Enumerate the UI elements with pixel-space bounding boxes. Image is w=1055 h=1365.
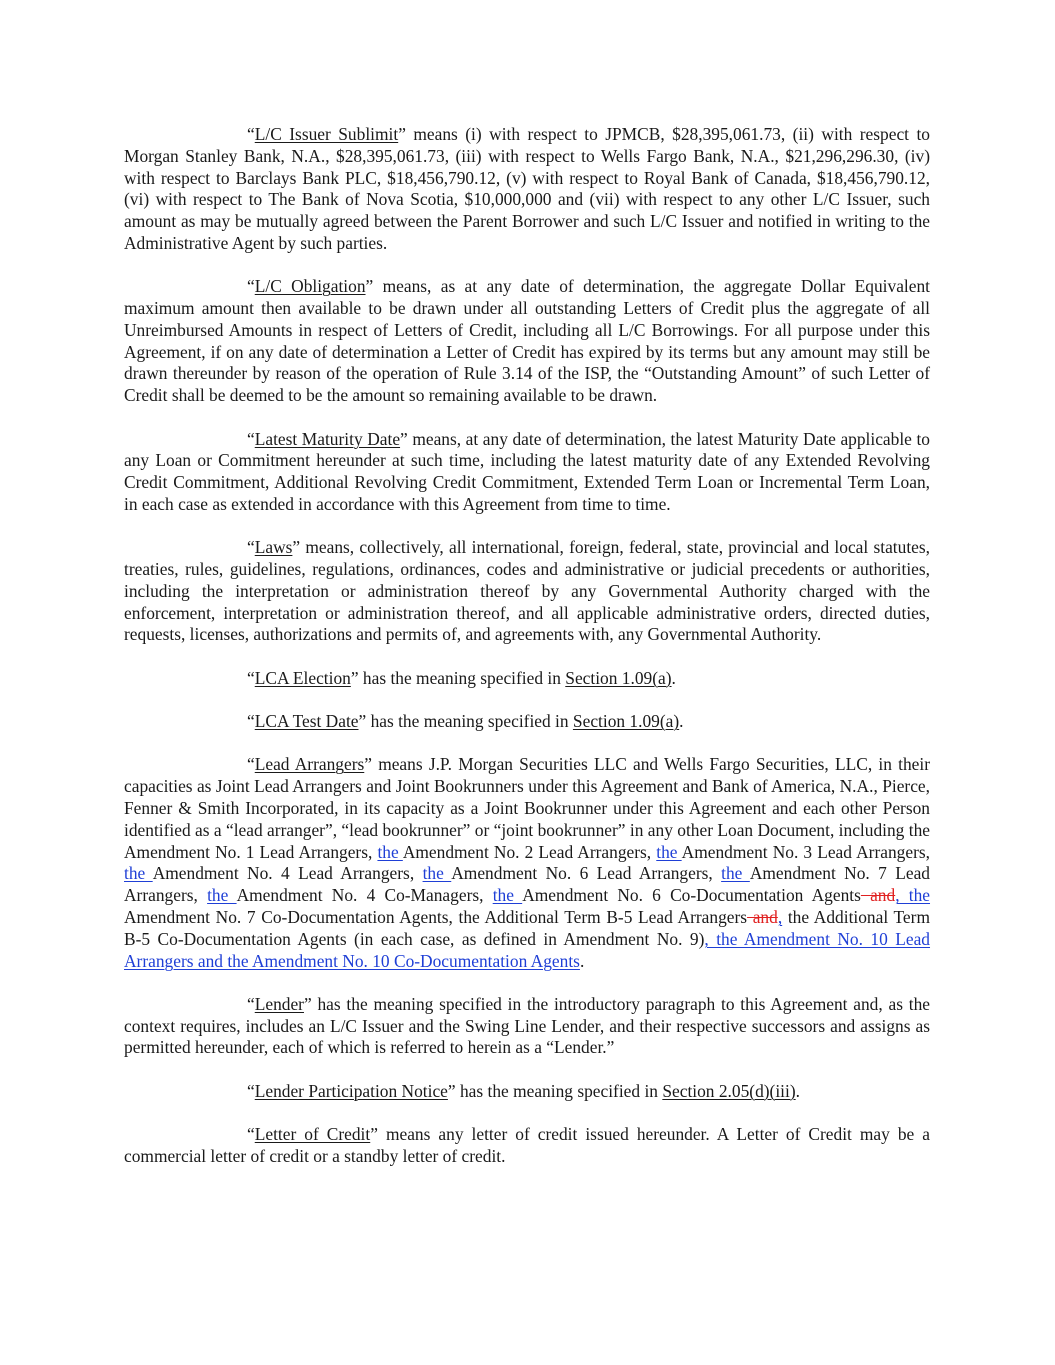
text-segment: Amendment No. 3 Lead Arrangers, bbox=[681, 841, 930, 862]
definition-text: ” means, at any date of determination, the latest Maturity Date applicable to any Loan or Commitment hereunder at such time, including the latest maturity date of any Extended Revolving Credit Commitment, Additional Revolving Credit Commitment, Extended Term Loan or Incremental Term Loan, in each case as extended in accordance with this Agreement from time to time. bbox=[124, 428, 930, 514]
definition-text: ” has the meaning specified in bbox=[447, 1080, 663, 1101]
definition-text: ” has the meaning specified in the introductory paragraph to this Agreement and, as the context requires, includes an L/C Issuer and the Swing Line Lender, and their respective successors and assigns as permitted hereunder, each of which is referred to herein as a “Lender.” bbox=[124, 993, 930, 1058]
defined-term: Lead Arrangers bbox=[254, 754, 365, 775]
definition-lender-participation-notice: “Lender Participation Notice” has the meaning specified in Section 2.05(d)(iii). bbox=[247, 1080, 800, 1101]
definition-text: ” means any letter of credit issued hereunder. A Letter of Credit may be a commercial letter of credit or a standby letter of credit. bbox=[124, 1123, 930, 1166]
defined-term: Letter of Credit bbox=[254, 1123, 371, 1144]
defined-term: Latest Maturity Date bbox=[254, 428, 401, 449]
text-segment: Amendment No. 2 Lead Arrangers, bbox=[402, 841, 657, 862]
definition-text: ” means (i) with respect to JPMCB, $28,395,061.73, (ii) with respect to Morgan Stanley Bank, N.A., $28,395,061.73, (iii) with respect to Wells Fargo Bank, N.A., $21,296,296.30, (iv) with respect to Barclays Bank PLC, $18,456,790.12, (v) with respect to Royal Bank of Canada, $18,456,790.12, (vi) with respect to The Bank of Nova Scotia, $10,000,000 and (vii) with respect to any other L/C Issuer, such amount as may be mutually agreed between the Parent Borrower and such L/C Issuer and notified in writing to the Administrative Agent by such parties. bbox=[124, 124, 931, 253]
definition-text-redline bbox=[124, 754, 930, 970]
inserted-text: the bbox=[422, 863, 452, 884]
definition-end: . bbox=[795, 1080, 800, 1101]
document-page bbox=[124, 124, 930, 1189]
definition-lead-arrangers: “Lead Arrangers” means J.P. Morgan Securities LLC and Wells Fargo Securities, LLC, in their capacities as Joint Lead Arrangers and Joint Bookrunners under this Agreement and Bank of America, N.A., Pierce, Fenner & Smith Incorporated, in its capacity as a Joint Bookrunner under this Agreement and each other Person identified as a “lead arranger”, “lead bookrunner” or “joint bookrunner” in any other Loan Document, including the Amendment No. 1 Lead Arrangers, the Amendment No. 2 Lead Arrangers, the Amendment No. 3 Lead Arrangers, the Amendment No. 4 Lead Arrangers, the Amendment No. 6 Lead Arrangers, the Amendment No. 7 Lead Arrangers, the Amendment No. 4 Co-Managers, the Amendment No. 6 Co-Documentation Agents and, the Amendment No. 7 Co-Documentation Agents, the Additional Term B-5 Lead Arrangers and, the Additional Term B-5 Co-Documentation Agents (in each case, as defined in Amendment No. 9), the Amendment No. 10 Lead Arrangers and the Amendment No. 10 Co-Documentation Agents. bbox=[124, 754, 931, 971]
defined-term: L/C Issuer Sublimit bbox=[254, 124, 399, 144]
definition-end: . bbox=[679, 711, 684, 732]
definition-text: ” means, as at any date of determination, the aggregate Dollar Equivalent maximum amount then available to be drawn under all outstanding Letters of Credit plus the aggregate of all Unreimbursed Amounts in respect of Letters of Credit, including all L/C Borrowings. For all purpose under this Agreement, if on any date of determination a Letter of Credit has expired by its terms but any amount may still be drawn thereunder by reason of the operation of Rule 3.14 of the ISP, the “Outstanding Amount” of such Letter of Credit shall be deemed to be the amount so remaining available to be drawn. bbox=[124, 276, 930, 406]
deleted-text: and bbox=[747, 906, 778, 927]
definition-latest-maturity-date: “Latest Maturity Date” means, at any date of determination, the latest Maturity Date applicable to any Loan or Commitment hereunder at such time, including the latest maturity date of any Extended Revolving Credit Commitment, Additional Revolving Credit Commitment, Extended Term Loan or Incremental Term Loan, in each case as extended in accordance with this Agreement from time to time. bbox=[124, 428, 930, 514]
text-segment: Amendment No. 4 Lead Arrangers, bbox=[152, 863, 423, 884]
definition-lca-election: “LCA Election” has the meaning specified in Section 1.09(a). bbox=[247, 667, 676, 688]
defined-term: Lender Participation Notice bbox=[254, 1080, 448, 1101]
inserted-text: , the bbox=[895, 885, 931, 906]
defined-term: Lender bbox=[254, 993, 304, 1014]
definition-text: ” has the meaning specified in bbox=[358, 711, 573, 732]
definition-lc-obligation: “L/C Obligation” means, as at any date of determination, the aggregate Dollar Equivalent maximum amount then available to be drawn under all outstanding Letters of Credit plus the aggregate of all Unreimbursed Amounts in respect of Letters of Credit, including all L/C Borrowings. For all purpose under this Agreement, if on any date of determination a Letter of Credit has expired by its terms but any amount may still be drawn thereunder by reason of the operation of Rule 3.14 of the ISP, the “Outstanding Amount” of such Letter of Credit shall be deemed to be the amount so remaining available to be drawn. bbox=[124, 276, 930, 406]
text-segment: Amendment No. 7 Lead Arrangers, bbox=[124, 863, 930, 906]
inserted-text: the bbox=[377, 841, 403, 862]
section-reference: Section 1.09(a) bbox=[565, 667, 672, 688]
definition-letter-of-credit: “Letter of Credit” means any letter of credit issued hereunder. A Letter of Credit may be a commercial letter of credit or a standby letter of credit. bbox=[124, 1123, 930, 1166]
definition-end: . bbox=[671, 667, 676, 688]
text-segment: Amendment No. 6 Lead Arrangers, bbox=[451, 863, 722, 884]
inserted-text: the bbox=[207, 885, 237, 906]
inserted-text: the bbox=[656, 841, 682, 862]
section-reference: Section 1.09(a) bbox=[572, 711, 680, 732]
defined-term: Laws bbox=[254, 537, 293, 558]
text-segment: the Additional Term B-5 Co-Documentation Agents (in each case, as defined in Amendment No. 9) bbox=[124, 906, 930, 949]
text-segment: ” means J.P. Morgan Securities LLC and Wells Fargo Securities, LLC, in their capacities as Joint Lead Arrangers and Joint Bookrunners under this Agreement and Bank of America, N.A., Pierce, Fenner & Smith Incorporated, in its capacity as a Joint Bookrunner under this Agreement and each other Person identified as a “lead arranger”, “lead bookrunner” or “joint bookrunner” in any other Loan Document, including the Amendment No. 1 Lead Arrangers, bbox=[124, 754, 930, 862]
definition-lc-issuer-sublimit: “L/C Issuer Sublimit” means (i) with respect to JPMCB, $28,395,061.73, (ii) with respect to Morgan Stanley Bank, N.A., $28,395,061.73, (iii) with respect to Wells Fargo Bank, N.A., $21,296,296.30, (iv) with respect to Barclays Bank PLC, $18,456,790.12, (v) with respect to Royal Bank of Canada, $18,456,790.12, (vi) with respect to The Bank of Nova Scotia, $10,000,000 and (vii) with respect to any other L/C Issuer, such amount as may be mutually agreed between the Parent Borrower and such L/C Issuer and notified in writing to the Administrative Agent by such parties. bbox=[124, 124, 931, 253]
definition-lender: “Lender” has the meaning specified in the introductory paragraph to this Agreement and, as the context requires, includes an L/C Issuer and the Swing Line Lender, and their respective successors and assigns as permitted hereunder, each of which is referred to herein as a “Lender.” bbox=[124, 993, 930, 1058]
defined-term: LCA Election bbox=[254, 667, 351, 688]
inserted-text: , the Amendment No. 10 Lead Arrangers and the Amendment No. 10 Co-Documentation Agents bbox=[124, 928, 931, 971]
text-segment: Amendment No. 7 Co-Documentation Agents, the Additional Term B-5 Lead Arrangers bbox=[124, 906, 748, 927]
text-segment: Amendment No. 6 Co-Documentation Agents bbox=[522, 885, 861, 906]
defined-term: LCA Test Date bbox=[254, 711, 359, 732]
section-reference: Section 2.05(d)(iii) bbox=[662, 1080, 796, 1101]
inserted-text: , bbox=[777, 906, 783, 927]
text-segment: . bbox=[579, 950, 585, 971]
text-segment: Amendment No. 4 Co-Managers, bbox=[236, 885, 493, 906]
definition-laws: “Laws” means, collectively, all international, foreign, federal, state, provincial and local statutes, treaties, rules, guidelines, regulations, ordinances, codes and administrative or judicial precedents or authorities, including the interpretation or administration thereof by any Governmental Authority charged with the enforcement, interpretation or administration thereof, and all applicable administrative orders, directed duties, requests, licenses, authorizations and permits of, and agreements with, any Governmental Authority. bbox=[124, 537, 930, 645]
definition-lca-test-date: “LCA Test Date” has the meaning specified in Section 1.09(a). bbox=[247, 711, 684, 732]
inserted-text: the bbox=[721, 863, 750, 884]
deleted-text: and bbox=[860, 885, 896, 906]
definition-text: ” means, collectively, all international, foreign, federal, state, provincial and local statutes, treaties, rules, guidelines, regulations, ordinances, codes and administrative or judicial precedents or authorities, including the interpretation or administration thereof by any Governmental Authority charged with the enforcement, interpretation or administration thereof, and all applicable administrative orders, directed duties, requests, licenses, authorizations and permits of, and agreements with, any Governmental Authority. bbox=[124, 537, 930, 645]
defined-term: L/C Obligation bbox=[254, 276, 366, 297]
inserted-text: the bbox=[124, 863, 153, 884]
inserted-text: the bbox=[492, 885, 523, 906]
definition-text: ” has the meaning specified in bbox=[350, 667, 566, 688]
